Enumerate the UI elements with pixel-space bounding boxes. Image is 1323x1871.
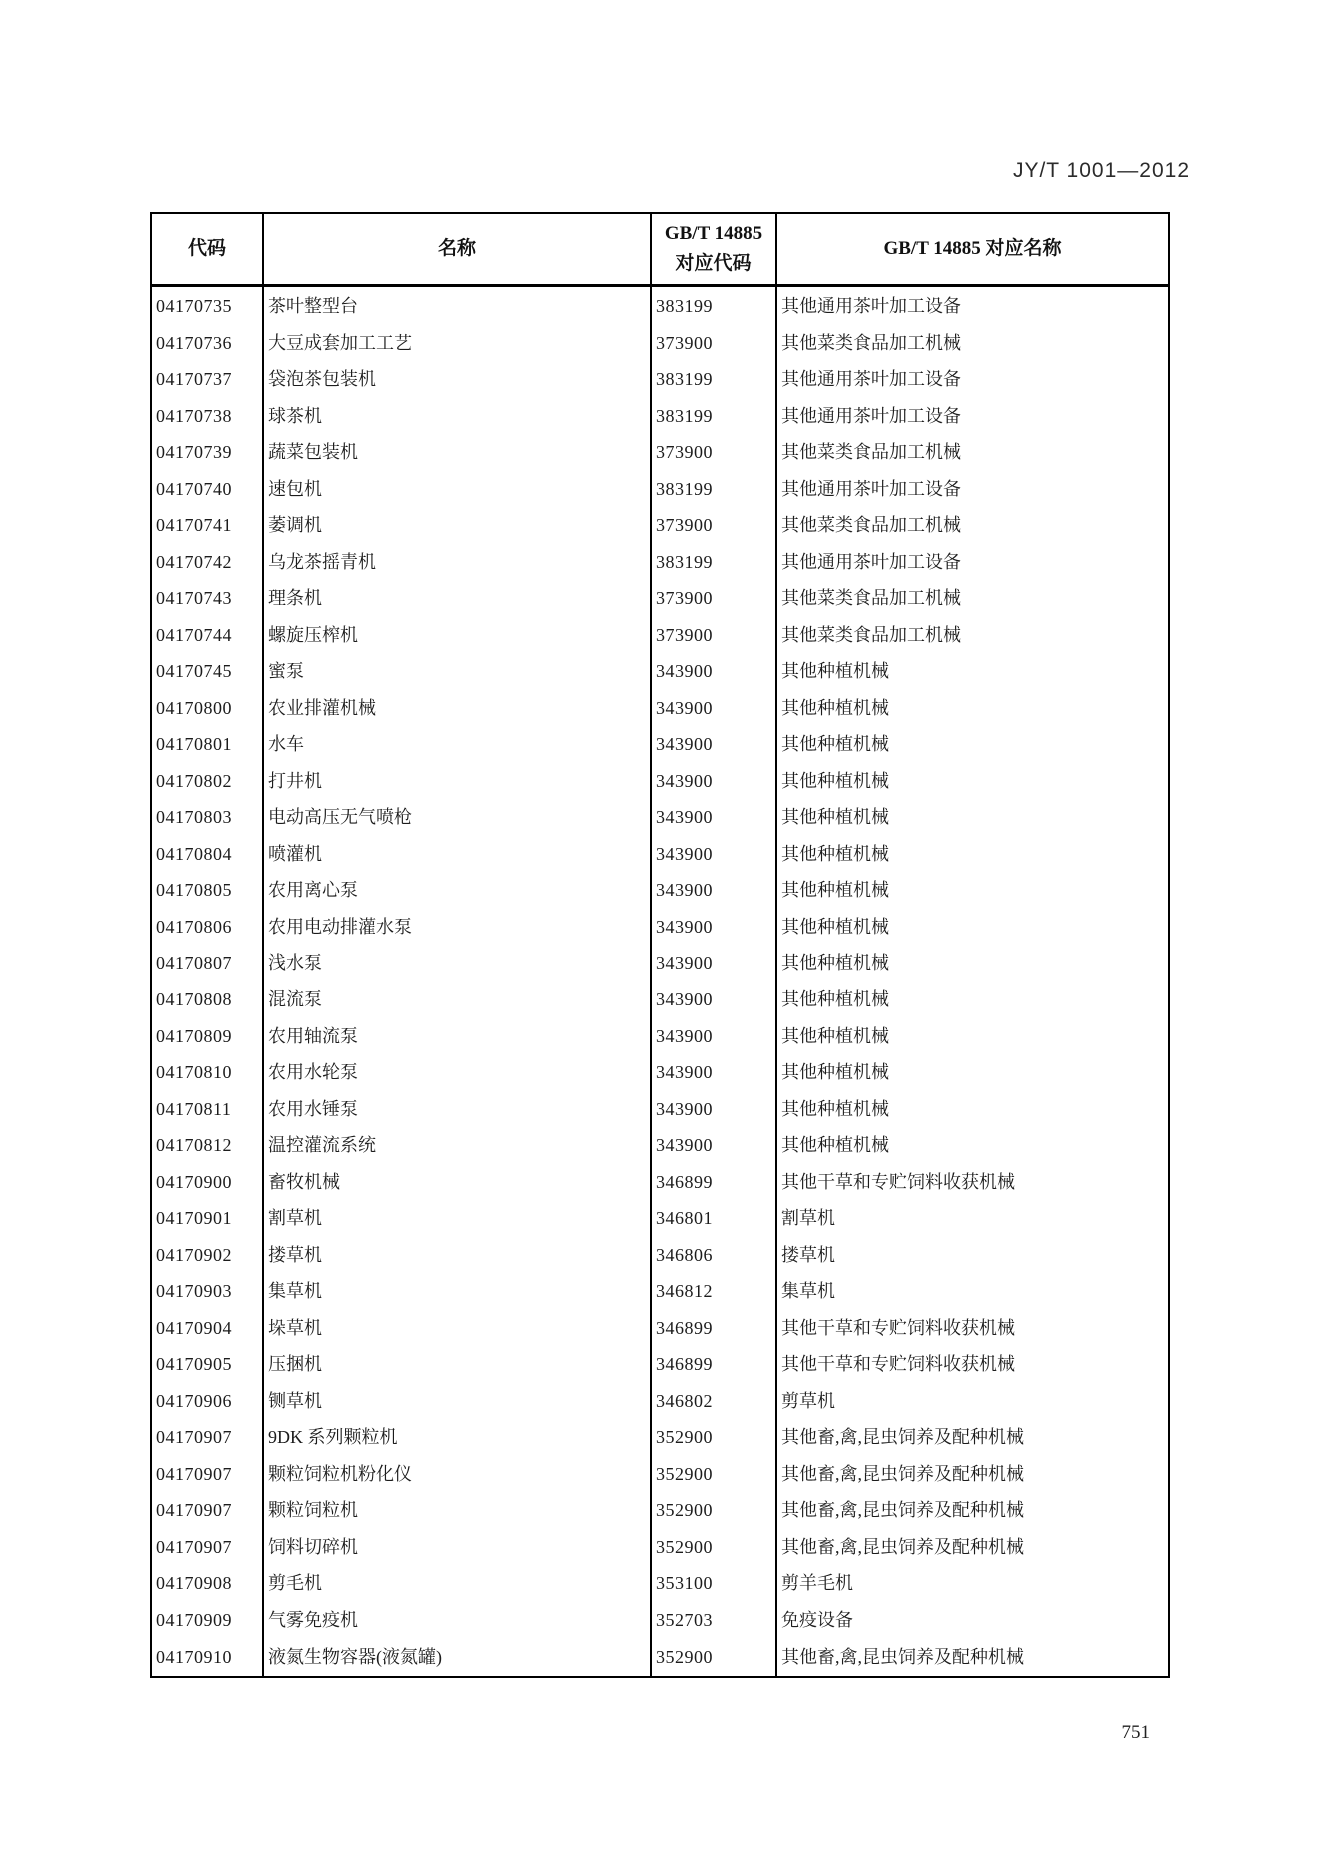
- cell-name: 颗粒饲粒机粉化仪: [263, 1456, 651, 1492]
- table-row: [151, 507, 1169, 543]
- cell-gbt-code: 343900: [651, 1054, 776, 1090]
- cell-code: 04170904: [156, 1317, 232, 1338]
- cell-name: 喷灌机: [263, 835, 651, 871]
- cell-gbt-code: 343900: [651, 835, 776, 871]
- cell-gbt-name: 剪草机: [776, 1383, 1169, 1419]
- table-row: [151, 616, 1169, 652]
- cell-code: 04170903: [156, 1281, 232, 1302]
- cell-code: 04170743: [156, 588, 232, 609]
- cell-code: 04170909: [156, 1609, 232, 1630]
- cell-gbt-code: 352900: [651, 1529, 776, 1565]
- table-row: [151, 398, 1169, 434]
- cell-gbt-name: 其他种植机械: [776, 981, 1169, 1017]
- standard-code-header: JY/T 1001—2012: [1012, 159, 1190, 182]
- cell-gbt-name: 其他菜类食品加工机械: [776, 325, 1169, 361]
- cell-gbt-code: 373900: [651, 616, 776, 652]
- table-row: [151, 872, 1169, 908]
- cell-name: 垛草机: [263, 1310, 651, 1346]
- cell-code: 04170741: [156, 515, 232, 536]
- table-row: [151, 1200, 1169, 1236]
- cell-gbt-name: 搂草机: [776, 1237, 1169, 1273]
- cell-gbt-name: 其他通用茶叶加工设备: [776, 398, 1169, 434]
- table-row: [151, 285, 1169, 325]
- cell-gbt-name: 其他种植机械: [776, 799, 1169, 835]
- cell-code: 04170745: [156, 661, 232, 682]
- table-header: [151, 213, 1169, 285]
- cell-gbt-code: 343900: [651, 908, 776, 944]
- cell-gbt-code: 343900: [651, 1127, 776, 1163]
- cell-gbt-name: 其他畜,禽,昆虫饲养及配种机械: [776, 1456, 1169, 1492]
- cell-code: 04170809: [156, 1025, 232, 1046]
- cell-gbt-name: 其他通用茶叶加工设备: [776, 470, 1169, 506]
- cell-name: 农用电动排灌水泵: [263, 908, 651, 944]
- cell-name: 饲料切碎机: [263, 1529, 651, 1565]
- cell-gbt-code: 383199: [651, 361, 776, 397]
- cell-name: 农业排灌机械: [263, 689, 651, 725]
- cell-gbt-code: 343900: [651, 872, 776, 908]
- cell-code: 04170806: [156, 916, 232, 937]
- table-row: [151, 726, 1169, 762]
- col-header-name: 名称: [263, 213, 651, 285]
- cell-gbt-name: 其他干草和专贮饲料收获机械: [776, 1164, 1169, 1200]
- cell-gbt-code: 352900: [651, 1492, 776, 1528]
- table-row: [151, 1638, 1169, 1677]
- cell-name: 混流泵: [263, 981, 651, 1017]
- table-row: [151, 1346, 1169, 1382]
- table-row: [151, 470, 1169, 506]
- cell-gbt-code: 373900: [651, 325, 776, 361]
- cell-name: 速包机: [263, 470, 651, 506]
- cell-name: 水车: [263, 726, 651, 762]
- cell-gbt-name: 其他菜类食品加工机械: [776, 580, 1169, 616]
- cell-code: 04170807: [156, 953, 232, 973]
- col-header-gbt-name: GB/T 14885 对应名称: [776, 213, 1169, 285]
- cell-code: 04170811: [156, 1098, 232, 1119]
- table-row: [151, 799, 1169, 835]
- cell-gbt-name: 其他干草和专贮饲料收获机械: [776, 1346, 1169, 1382]
- col-header-code: 代码: [151, 213, 263, 285]
- table-body: [151, 285, 1169, 1677]
- cell-name: 大豆成套加工工艺: [263, 325, 651, 361]
- cell-code: 04170740: [156, 478, 232, 499]
- cell-code: 04170800: [156, 697, 232, 718]
- cell-code: 04170907: [156, 1463, 232, 1484]
- cell-code: 04170804: [156, 843, 232, 864]
- cell-code: 04170905: [156, 1354, 232, 1375]
- cell-gbt-name: 其他畜,禽,昆虫饲养及配种机械: [776, 1419, 1169, 1455]
- cell-name: 9DK 系列颗粒机: [263, 1419, 651, 1455]
- cell-code: 04170900: [156, 1171, 232, 1192]
- cell-name: 农用轴流泵: [263, 1018, 651, 1054]
- table-row: [151, 1054, 1169, 1090]
- cell-name: 颗粒饲粒机: [263, 1492, 651, 1528]
- cell-gbt-code: 343900: [651, 1091, 776, 1127]
- cell-gbt-code: 346899: [651, 1164, 776, 1200]
- cell-gbt-name: 其他种植机械: [776, 908, 1169, 944]
- cell-gbt-code: 346802: [651, 1383, 776, 1419]
- cell-name: 茶叶整型台: [263, 285, 651, 325]
- cell-code: 04170908: [156, 1573, 232, 1594]
- table-row: [151, 1383, 1169, 1419]
- cell-name: 理条机: [263, 580, 651, 616]
- cell-gbt-name: 其他种植机械: [776, 689, 1169, 725]
- cell-name: 农用离心泵: [263, 872, 651, 908]
- cell-gbt-name: 其他种植机械: [776, 945, 1169, 981]
- col-header-gbt-code: [651, 213, 776, 285]
- cell-gbt-name: 其他种植机械: [776, 835, 1169, 871]
- table-row: [151, 1127, 1169, 1163]
- cell-name: 螺旋压榨机: [263, 616, 651, 652]
- mapping-table: [150, 212, 1170, 1678]
- cell-name: 蔬菜包装机: [263, 434, 651, 470]
- cell-gbt-name: 其他畜,禽,昆虫饲养及配种机械: [776, 1492, 1169, 1528]
- cell-name: 打井机: [263, 762, 651, 798]
- table-row: [151, 653, 1169, 689]
- cell-name: 农用水锤泵: [263, 1091, 651, 1127]
- cell-gbt-code: 352703: [651, 1601, 776, 1637]
- cell-code: 04170808: [156, 989, 232, 1010]
- col-header-gbt-code-line1: GB/T 14885: [664, 223, 763, 245]
- table-row: [151, 325, 1169, 361]
- table-row: [151, 434, 1169, 470]
- cell-gbt-code: 343900: [651, 726, 776, 762]
- cell-code: 04170742: [156, 551, 232, 572]
- col-header-gbt-code-line2: 对应代码: [675, 252, 752, 274]
- cell-gbt-code: 346801: [651, 1200, 776, 1236]
- cell-name: 剪毛机: [263, 1565, 651, 1601]
- cell-code: 04170738: [156, 405, 232, 426]
- cell-gbt-code: 373900: [651, 507, 776, 543]
- cell-gbt-name: 集草机: [776, 1273, 1169, 1309]
- cell-code: 04170801: [156, 734, 232, 755]
- page-number: 751: [1121, 1722, 1150, 1743]
- cell-code: 04170907: [156, 1500, 232, 1521]
- table-row: [151, 1310, 1169, 1346]
- cell-code: 04170810: [156, 1062, 232, 1083]
- cell-code: 04170735: [156, 295, 232, 316]
- cell-name: 割草机: [263, 1200, 651, 1236]
- cell-gbt-name: 其他种植机械: [776, 872, 1169, 908]
- cell-code: 04170907: [156, 1536, 232, 1557]
- cell-gbt-name: 其他种植机械: [776, 726, 1169, 762]
- cell-gbt-code: 343900: [651, 945, 776, 981]
- cell-gbt-code: 343900: [651, 799, 776, 835]
- cell-name: 电动高压无气喷枪: [263, 799, 651, 835]
- cell-name: 浅水泵: [263, 945, 651, 981]
- cell-gbt-name: 其他通用茶叶加工设备: [776, 361, 1169, 397]
- cell-gbt-name: 其他种植机械: [776, 1127, 1169, 1163]
- cell-gbt-name: 割草机: [776, 1200, 1169, 1236]
- table-row: [151, 945, 1169, 981]
- cell-gbt-code: 343900: [651, 653, 776, 689]
- cell-code: 04170737: [156, 369, 232, 390]
- cell-gbt-name: 其他菜类食品加工机械: [776, 434, 1169, 470]
- table-row: [151, 908, 1169, 944]
- cell-gbt-code: 343900: [651, 689, 776, 725]
- cell-name: 压捆机: [263, 1346, 651, 1382]
- cell-gbt-code: 343900: [651, 1018, 776, 1054]
- cell-code: 04170812: [156, 1135, 232, 1156]
- table-row: [151, 543, 1169, 579]
- cell-gbt-name: 其他畜,禽,昆虫饲养及配种机械: [776, 1638, 1169, 1677]
- table-row: [151, 1492, 1169, 1528]
- cell-code: 04170803: [156, 807, 232, 828]
- table-row: [151, 1164, 1169, 1200]
- cell-gbt-name: 其他种植机械: [776, 653, 1169, 689]
- cell-gbt-code: 353100: [651, 1565, 776, 1601]
- table-row: [151, 1529, 1169, 1565]
- cell-gbt-code: 346806: [651, 1237, 776, 1273]
- cell-gbt-code: 352900: [651, 1456, 776, 1492]
- cell-name: 蜜泵: [263, 653, 651, 689]
- cell-gbt-code: 343900: [651, 762, 776, 798]
- cell-gbt-name: 其他通用茶叶加工设备: [776, 543, 1169, 579]
- cell-name: 液氮生物容器(液氮罐): [263, 1638, 651, 1677]
- cell-gbt-code: 346899: [651, 1310, 776, 1346]
- cell-code: 04170901: [156, 1208, 232, 1229]
- cell-code: 04170906: [156, 1390, 232, 1411]
- cell-name: 气雾免疫机: [263, 1601, 651, 1637]
- cell-gbt-code: 383199: [651, 543, 776, 579]
- cell-gbt-code: 346812: [651, 1273, 776, 1309]
- cell-gbt-name: 剪羊毛机: [776, 1565, 1169, 1601]
- cell-gbt-code: 352900: [651, 1419, 776, 1455]
- table-row: [151, 835, 1169, 871]
- table-row: [151, 1419, 1169, 1455]
- cell-gbt-code: 383199: [651, 398, 776, 434]
- cell-gbt-name: 其他畜,禽,昆虫饲养及配种机械: [776, 1529, 1169, 1565]
- table-row: [151, 1091, 1169, 1127]
- cell-gbt-name: 其他通用茶叶加工设备: [776, 285, 1169, 325]
- cell-gbt-name: 其他菜类食品加工机械: [776, 616, 1169, 652]
- cell-name: 袋泡茶包装机: [263, 361, 651, 397]
- table-row: [151, 981, 1169, 1017]
- cell-gbt-code: 343900: [651, 981, 776, 1017]
- cell-gbt-code: 373900: [651, 580, 776, 616]
- cell-name: 搂草机: [263, 1237, 651, 1273]
- cell-name: 农用水轮泵: [263, 1054, 651, 1090]
- cell-gbt-name: 其他干草和专贮饲料收获机械: [776, 1310, 1169, 1346]
- table-row: [151, 580, 1169, 616]
- table-row: [151, 1601, 1169, 1637]
- table-row: [151, 689, 1169, 725]
- cell-code: 04170805: [156, 880, 232, 901]
- cell-name: 乌龙茶摇青机: [263, 543, 651, 579]
- cell-code: 04170907: [156, 1427, 232, 1448]
- cell-code: 04170902: [156, 1244, 232, 1265]
- cell-code: 04170739: [156, 442, 232, 463]
- cell-name: 萎调机: [263, 507, 651, 543]
- cell-gbt-code: 373900: [651, 434, 776, 470]
- cell-gbt-name: 其他种植机械: [776, 762, 1169, 798]
- table-row: [151, 1018, 1169, 1054]
- table-row: [151, 1456, 1169, 1492]
- cell-gbt-code: 352900: [651, 1638, 776, 1677]
- cell-code: 04170910: [156, 1646, 232, 1667]
- cell-gbt-name: 其他种植机械: [776, 1054, 1169, 1090]
- table-row: [151, 1273, 1169, 1309]
- cell-name: 铡草机: [263, 1383, 651, 1419]
- cell-gbt-name: 其他菜类食品加工机械: [776, 507, 1169, 543]
- cell-gbt-code: 346899: [651, 1346, 776, 1382]
- cell-name: 温控灌流系统: [263, 1127, 651, 1163]
- cell-gbt-name: 其他种植机械: [776, 1091, 1169, 1127]
- cell-gbt-code: 383199: [651, 285, 776, 325]
- cell-code: 04170802: [156, 770, 232, 791]
- cell-gbt-name: 其他种植机械: [776, 1018, 1169, 1054]
- table-row: [151, 1237, 1169, 1273]
- cell-gbt-code: 383199: [651, 470, 776, 506]
- header-row: [151, 213, 1169, 285]
- cell-name: 畜牧机械: [263, 1164, 651, 1200]
- cell-code: 04170736: [156, 332, 232, 353]
- cell-name: 集草机: [263, 1273, 651, 1309]
- cell-gbt-name: 免疫设备: [776, 1601, 1169, 1637]
- table-row: [151, 1565, 1169, 1601]
- cell-name: 球茶机: [263, 398, 651, 434]
- table-row: [151, 361, 1169, 397]
- table-row: [151, 762, 1169, 798]
- cell-code: 04170744: [156, 624, 232, 645]
